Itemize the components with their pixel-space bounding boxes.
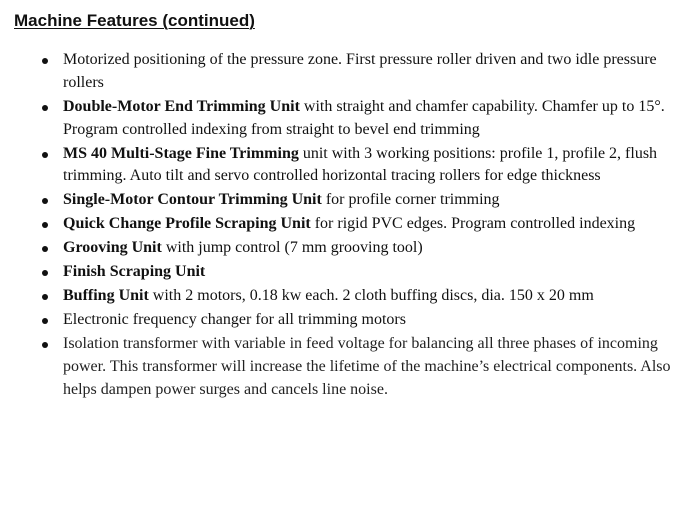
feature-item (40, 285, 680, 308)
feature-description: with 2 motors, 0.18 kw each. 2 cloth buffing discs, dia. 150 x 20 mm (148, 287, 594, 305)
feature-item (40, 333, 680, 401)
feature-description: for profile corner trimming (321, 191, 500, 209)
feature-item (40, 213, 680, 236)
bullet-icon (42, 152, 48, 158)
feature-item (40, 189, 680, 212)
feature-item (40, 49, 680, 95)
feature-name: Finish Scraping Unit (63, 263, 206, 281)
bullet-icon (42, 318, 48, 324)
bullet-icon (42, 105, 48, 111)
bullet-icon (42, 342, 48, 348)
bullet-icon (42, 246, 48, 252)
feature-name: Buffing Unit (63, 287, 149, 305)
bullet-icon (42, 294, 48, 300)
feature-description: unit with 3 working positions: profile 1, profile 2, flush trimming. Auto tilt and servo controlled horizontal tracing rollers for edge thickness (63, 144, 658, 185)
section-heading: Machine Features (continued) (14, 11, 255, 30)
feature-description: with jump control (7 mm grooving tool) (161, 239, 423, 257)
feature-item (40, 309, 680, 332)
feature-description: Isolation transformer with variable in feed voltage for balancing all three phases of incoming power. This transformer will increase the lifetime of the machine’s electrical components. Also helps dampen power surges and cancels line noise. (63, 335, 671, 398)
bullet-icon (42, 222, 48, 228)
feature-description: with straight and chamfer capability. Chamfer up to 15°. Program controlled indexing from straight to bevel end trimming (63, 97, 665, 138)
feature-item (40, 261, 680, 284)
bullet-icon (42, 198, 48, 204)
bullet-icon (42, 58, 48, 64)
feature-name: Double-Motor End Trimming Unit (63, 97, 300, 115)
feature-name: Quick Change Profile Scraping Unit (63, 215, 311, 233)
feature-item (40, 143, 680, 189)
feature-name: MS 40 Multi-Stage Fine Trimming (63, 144, 299, 162)
bullet-icon (42, 270, 48, 276)
features-list (40, 49, 680, 403)
feature-description: for rigid PVC edges. Program controlled indexing (310, 215, 636, 233)
feature-description: Motorized positioning of the pressure zone. First pressure roller driven and two idle pressure rollers (63, 51, 657, 91)
feature-description: Electronic frequency changer for all trimming motors (63, 311, 406, 329)
feature-item (40, 237, 680, 260)
feature-name: Grooving Unit (63, 239, 162, 257)
feature-item (40, 96, 680, 142)
feature-name: Single-Motor Contour Trimming Unit (63, 191, 322, 209)
